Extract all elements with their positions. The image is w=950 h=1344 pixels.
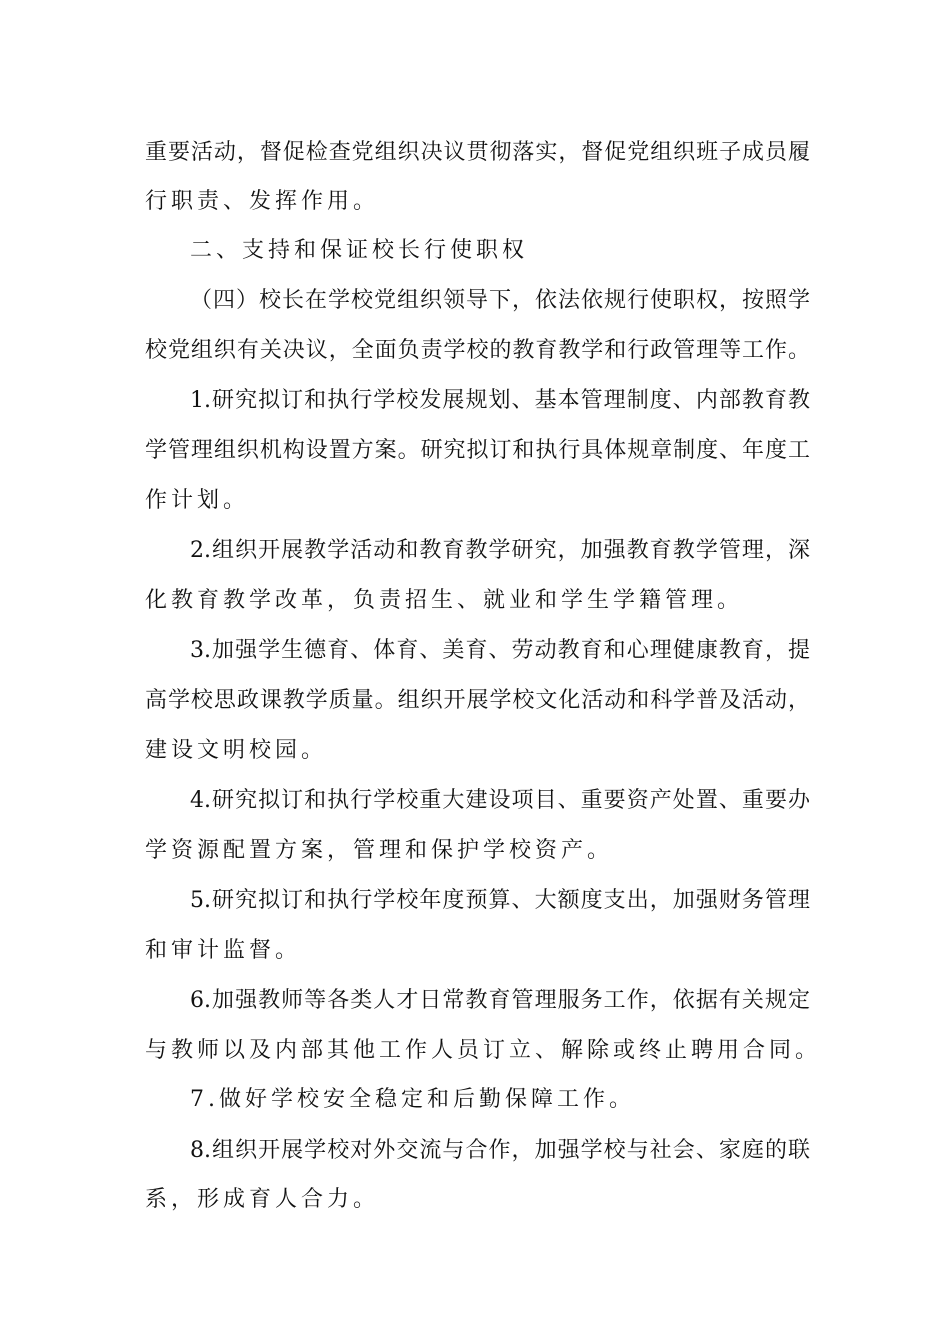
text-line: 作计划。 xyxy=(145,488,250,513)
text-line: 化教育教学改革，负责招生、就业和学生学籍管理。 xyxy=(145,588,744,613)
list-item-line: 5.研究拟订和执行学校年度预算、大额度支出，加强财务管理 xyxy=(190,888,810,913)
list-item-line: 6.加强教师等各类人才日常教育管理服务工作，依据有关规定 xyxy=(190,988,810,1013)
text-line: 建设文明校园。 xyxy=(145,738,328,763)
list-item-line: 4.研究拟订和执行学校重大建设项目、重要资产处置、重要办 xyxy=(190,788,810,813)
text-line: 学管理组织机构设置方案。研究拟订和执行具体规章制度、年度工 xyxy=(145,438,810,463)
list-item-line: 2.组织开展教学活动和教育教学研究，加强教育教学管理，深 xyxy=(190,538,810,563)
list-item-line: 7.做好学校安全稳定和后勤保障工作。 xyxy=(190,1087,635,1112)
text-line: 校党组织有关决议，全面负责学校的教育教学和行政管理等工作。 xyxy=(145,338,810,363)
text-line: 行职责、发挥作用。 xyxy=(145,189,380,214)
text-line: 与教师以及内部其他工作人员订立、解除或终止聘用合同。 xyxy=(145,1038,822,1063)
text-line: 和审计监督。 xyxy=(145,938,302,963)
list-item-line: 8.组织开展学校对外交流与合作，加强学校与社会、家庭的联 xyxy=(190,1138,810,1163)
text-line: 学资源配置方案，管理和保护学校资产。 xyxy=(145,838,614,863)
text-line: 高学校思政课教学质量。组织开展学校文化活动和科学普及活动， xyxy=(145,688,810,713)
list-item-line: 1.研究拟订和执行学校发展规划、基本管理制度、内部教育教 xyxy=(190,388,810,413)
list-item-line: 3.加强学生德育、体育、美育、劳动教育和心理健康教育，提 xyxy=(190,638,810,663)
text-line: 系，形成育人合力。 xyxy=(145,1187,380,1212)
text-line: 重要活动，督促检查党组织决议贯彻落实，督促党组织班子成员履 xyxy=(145,140,810,165)
section-heading: 二、支持和保证校长行使职权 xyxy=(190,238,529,263)
text-line: （四）校长在学校党组织领导下，依法依规行使职权，按照学 xyxy=(190,288,810,313)
